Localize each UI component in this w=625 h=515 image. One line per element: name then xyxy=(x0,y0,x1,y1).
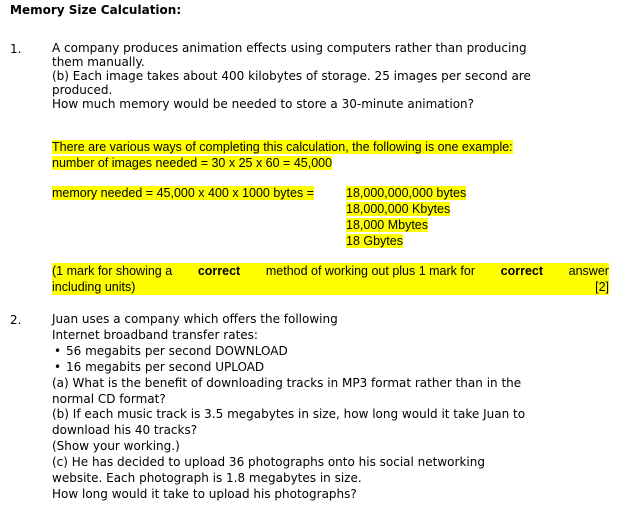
mark-text: method of working out plus 1 mark for xyxy=(265,264,475,278)
mark-scheme xyxy=(52,263,609,295)
memory-result: 18,000,000,000 bytes xyxy=(346,186,467,200)
question-2-line: Juan uses a company which offers the following xyxy=(52,312,338,326)
memory-result: 18,000 Mbytes xyxy=(346,218,428,232)
question-2-line: normal CD format? xyxy=(52,391,166,406)
answer-images-line: number of images needed = 30 x 25 x 60 = 45,000 xyxy=(52,156,333,170)
memory-calculation xyxy=(52,185,314,201)
mark-scheme-line-1 xyxy=(52,263,609,279)
mark-total: [2] xyxy=(595,280,609,294)
question-2-line: Internet broadband transfer rates: xyxy=(52,327,258,342)
memory-result: 18,000,000 Kbytes xyxy=(346,202,451,216)
question-2-line: (a) What is the benefit of downloading tracks in MP3 format rather than in the xyxy=(52,375,522,390)
answer-intro-line: There are various ways of completing this calculation, the following is one example: xyxy=(52,140,513,154)
question-2-line: (c) He has decided to upload 36 photographs onto his social networking xyxy=(52,455,485,470)
question-2-line: How long would it take to upload his photographs? xyxy=(52,486,357,501)
memory-label: memory needed = 45,000 x 400 x 1000 bytes = xyxy=(52,186,314,200)
question-1-number: 1. xyxy=(10,42,22,56)
question-2-text xyxy=(52,312,612,503)
page-title: Memory Size Calculation: xyxy=(10,3,182,17)
mark-scheme-line-2 xyxy=(52,279,609,295)
question-1-line: produced. xyxy=(52,83,113,97)
mark-text: (1 mark for showing a xyxy=(52,264,173,278)
memory-result: 18 Gbytes xyxy=(346,234,403,248)
question-2-line: (b) If each music track is 3.5 megabytes in size, how long would it take Juan to xyxy=(52,407,526,422)
bullet-item: • 56 megabits per second DOWNLOAD xyxy=(52,344,612,360)
question-2-line: download his 40 tracks? xyxy=(52,423,198,438)
question-1-line: How much memory would be needed to store a 30-minute animation? xyxy=(52,97,475,111)
question-2-number: 2. xyxy=(10,313,22,327)
mark-emphasis: correct xyxy=(197,264,241,278)
mark-emphasis: correct xyxy=(500,264,544,278)
answer-intro xyxy=(52,139,612,171)
question-1-line: A company produces animation effects using computers rather than producing xyxy=(52,41,527,55)
question-1-line: (b) Each image takes about 400 kilobytes of storage. 25 images per second are xyxy=(52,69,531,83)
bullet-item: • 16 megabits per second UPLOAD xyxy=(52,360,612,376)
question-2-line: (Show your working.) xyxy=(52,439,180,454)
memory-results xyxy=(346,185,466,249)
mark-text: including units) xyxy=(52,280,136,294)
question-2-line: website. Each photograph is 1.8 megabytes in size. xyxy=(52,471,362,486)
question-1-line: them manually. xyxy=(52,55,145,69)
mark-text: answer xyxy=(568,264,609,278)
question-1-text xyxy=(52,41,612,111)
